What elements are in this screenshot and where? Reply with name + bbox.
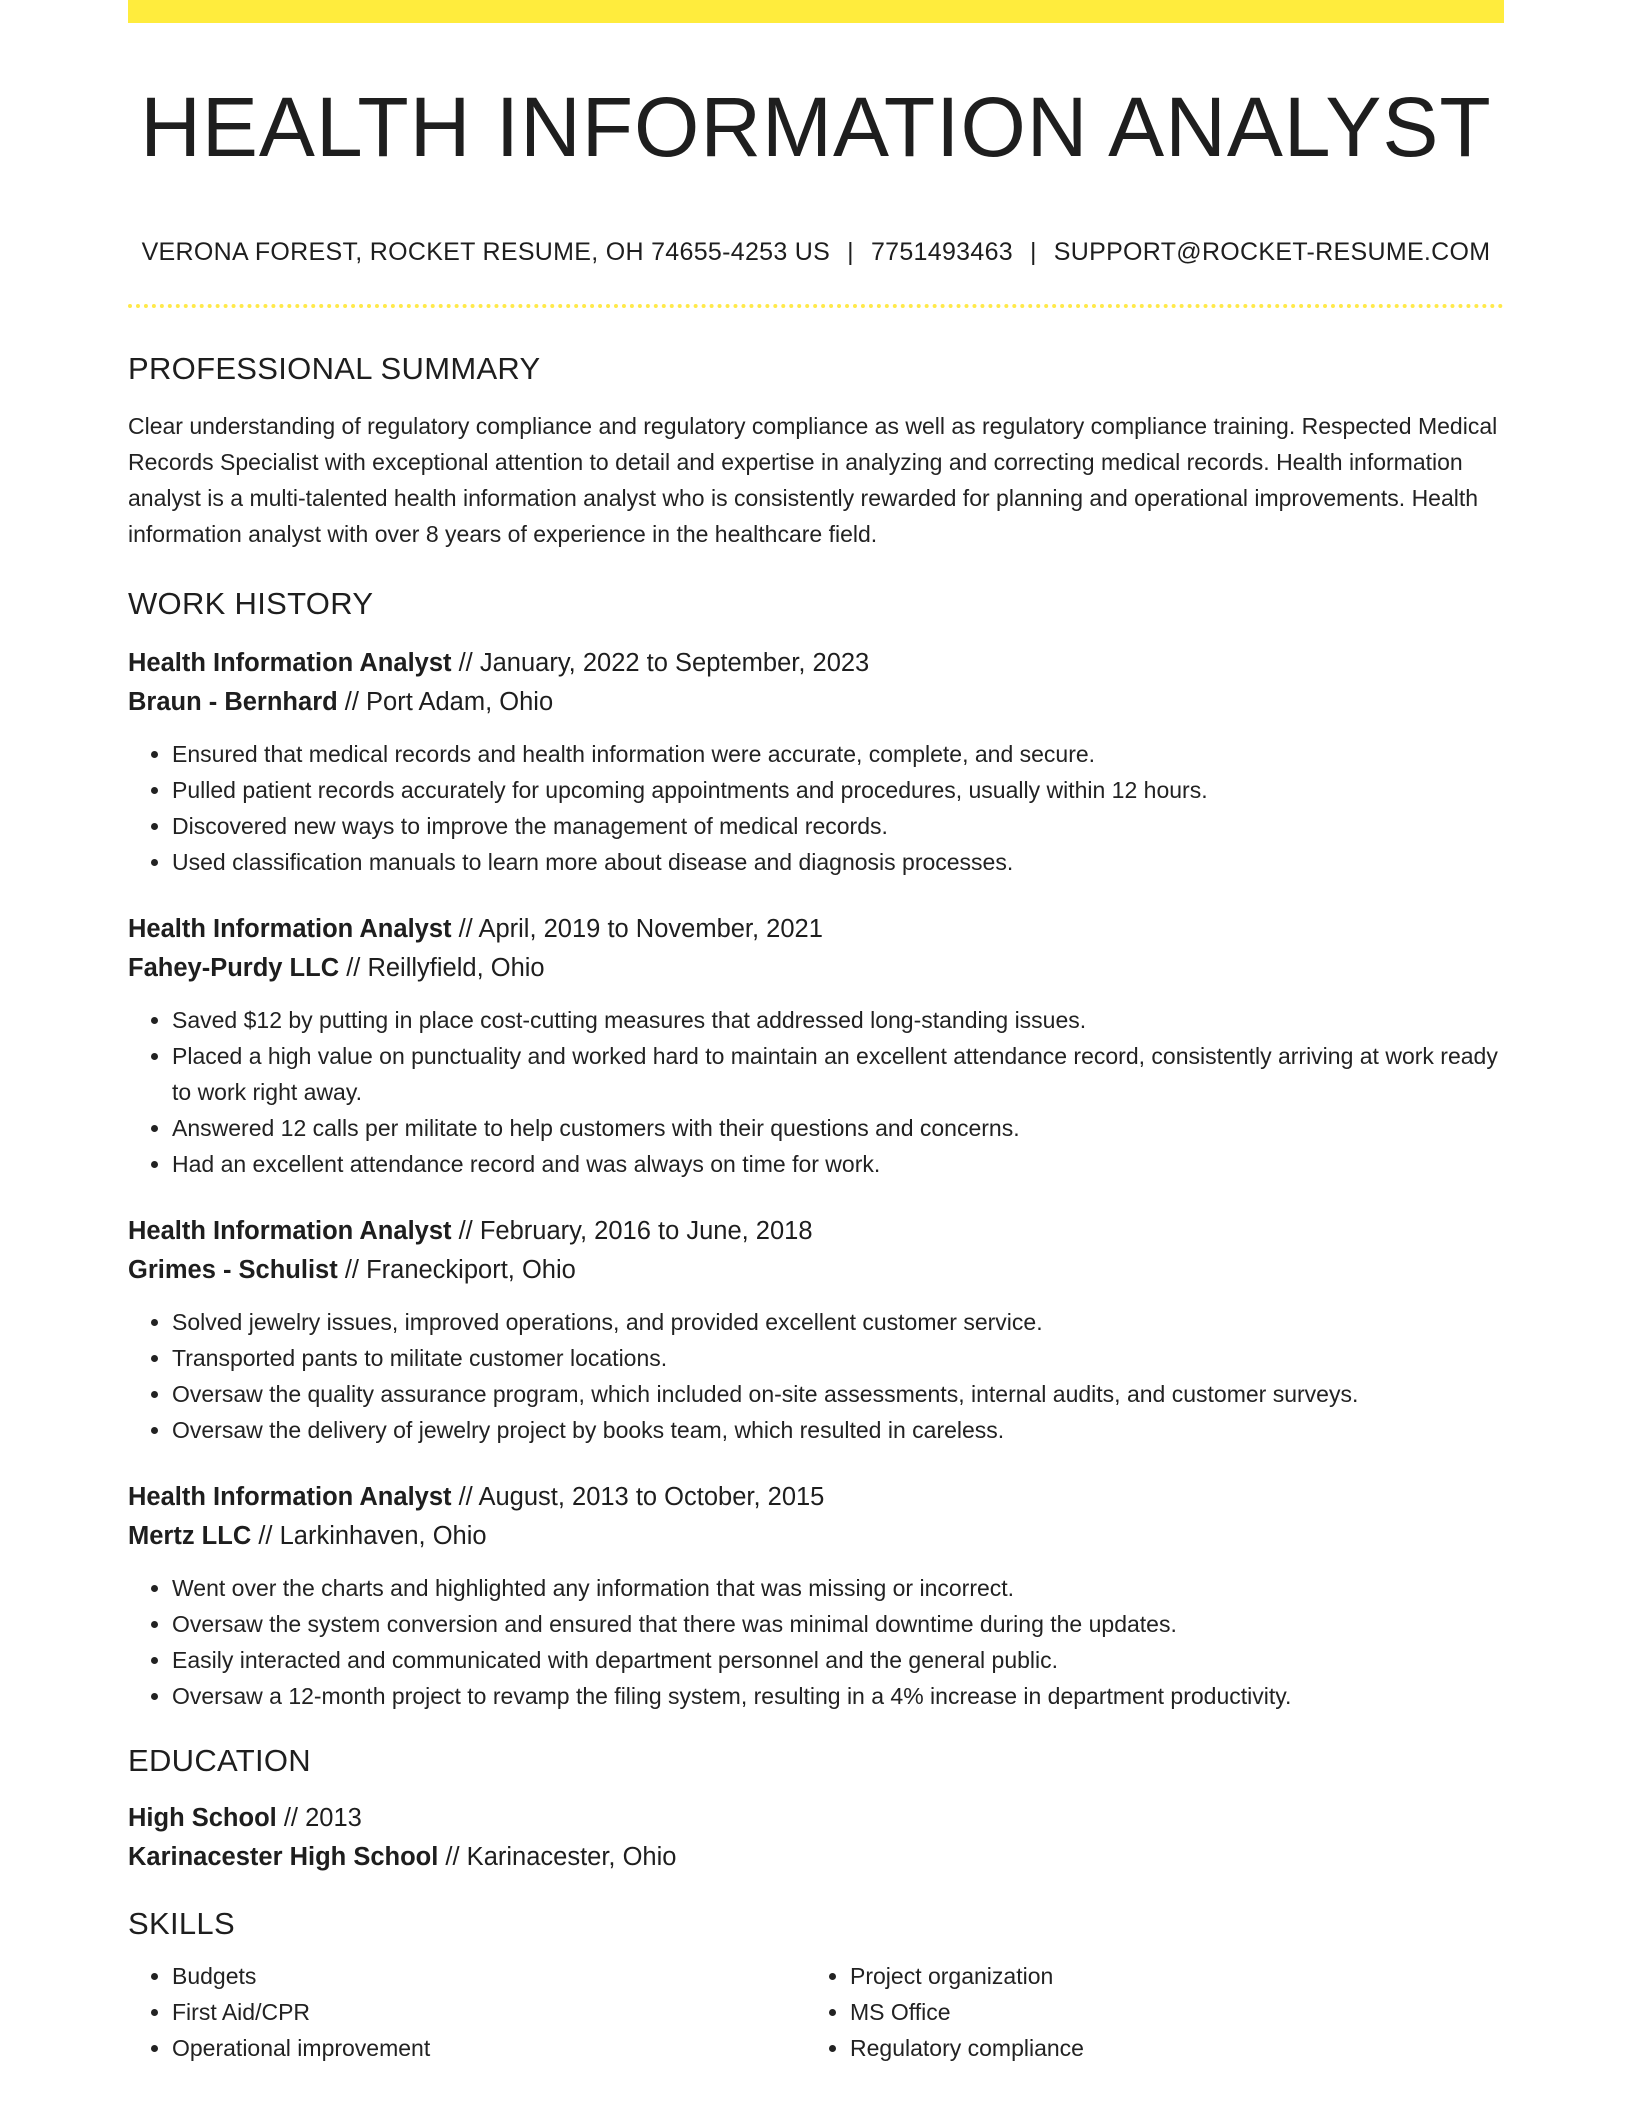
education-entry: [128, 1799, 1504, 1877]
job-location: // Port Adam, Ohio: [337, 687, 554, 716]
job-company: Fahey-Purdy LLC: [128, 953, 340, 982]
contact-separator: |: [847, 238, 854, 267]
skills-list-right: [806, 1958, 1484, 2066]
job-dates: // August, 2013 to October, 2015: [451, 1482, 825, 1511]
education-section: [128, 1742, 1504, 1877]
job-bullet: • Placed a high value on punctuality and worked hard to maintain an excellent attendance record, consistently arriving at work ready to work right away.: [172, 1038, 1504, 1110]
skill-item: • Budgets: [172, 1958, 806, 1994]
job-bullets: [128, 736, 1504, 880]
job-company-line: [128, 1251, 1504, 1290]
job-bullet: • Ensured that medical records and health information were accurate, complete, and secure.: [172, 736, 1504, 772]
job-dates: // January, 2022 to September, 2023: [451, 648, 870, 677]
job-bullet: • Oversaw the system conversion and ensured that there was minimal downtime during the updates.: [172, 1606, 1504, 1642]
contact-address: VERONA FOREST, ROCKET RESUME, OH 74655-4253 US: [141, 238, 831, 267]
summary-text: Clear understanding of regulatory compliance and regulatory compliance as well as regulatory compliance training. Respected Medical Records Specialist with exceptional attention to detail and expertise in analyzing and correcting medical records. Health information analyst is a multi-talented health information analyst who is consistently rewarded for planning and operational improvements. Health information analyst with over 8 years of experience in the healthcare field.: [128, 412, 1498, 547]
job-company: Grimes - Schulist: [128, 1255, 338, 1284]
skill-item: • MS Office: [850, 1994, 1484, 2030]
job-dates: // April, 2019 to November, 2021: [451, 914, 823, 943]
education-school: Karinacester High School: [128, 1842, 439, 1871]
job-bullet: • Oversaw a 12-month project to revamp the filing system, resulting in a 4% increase in department productivity.: [172, 1678, 1504, 1714]
job-company: Mertz LLC: [128, 1521, 252, 1550]
job-bullet: • Saved $12 by putting in place cost-cutting measures that addressed long-standing issues.: [172, 1002, 1504, 1038]
education-degree-line: [128, 1799, 1504, 1838]
job-title: Health Information Analyst: [128, 914, 452, 943]
job-bullet: • Used classification manuals to learn more about disease and diagnosis processes.: [172, 844, 1504, 880]
skills-list-left: [128, 1958, 806, 2066]
section-heading-skills: SKILLS: [128, 1905, 235, 1941]
job-bullet: • Oversaw the quality assurance program, which included on-site assessments, internal audits, and customer surveys.: [172, 1376, 1504, 1412]
job-bullets: [128, 1002, 1504, 1182]
job-title-line: [128, 644, 1504, 683]
job-bullet: • Went over the charts and highlighted any information that was missing or incorrect.: [172, 1570, 1504, 1606]
section-heading-education: EDUCATION: [128, 1742, 311, 1778]
job-dates: // February, 2016 to June, 2018: [451, 1216, 813, 1245]
job-location: // Franeckiport, Ohio: [337, 1255, 576, 1284]
education-school-line: [128, 1838, 1504, 1877]
job-entry: [128, 1478, 1504, 1714]
contact-line: [128, 237, 1504, 267]
resume-page: [128, 0, 1504, 2066]
job-entry: [128, 910, 1504, 1182]
job-bullets: [128, 1570, 1504, 1714]
dotted-divider: [128, 304, 1504, 308]
contact-email[interactable]: SUPPORT@ROCKET-RESUME.COM: [1053, 238, 1491, 267]
section-heading-work-history: WORK HISTORY: [128, 585, 374, 621]
resume-title: HEALTH INFORMATION ANALYST: [140, 80, 1492, 174]
skill-item: • Operational improvement: [172, 2030, 806, 2066]
job-bullet: • Oversaw the delivery of jewelry project by books team, which resulted in careless.: [172, 1412, 1504, 1448]
section-heading-summary: PROFESSIONAL SUMMARY: [128, 351, 541, 387]
job-entry: [128, 1212, 1504, 1448]
job-bullet: • Answered 12 calls per militate to help customers with their questions and concerns.: [172, 1110, 1504, 1146]
accent-bar: [128, 0, 1504, 23]
job-title-line: [128, 1478, 1504, 1517]
job-entry: [128, 644, 1504, 880]
skills-section: [128, 1905, 1504, 2066]
job-company-line: [128, 949, 1504, 988]
job-title: Health Information Analyst: [128, 1482, 452, 1511]
job-company-line: [128, 683, 1504, 722]
job-location: // Reillyfield, Ohio: [339, 953, 545, 982]
job-bullet: • Easily interacted and communicated with department personnel and the general public.: [172, 1642, 1504, 1678]
job-bullet: • Solved jewelry issues, improved operations, and provided excellent customer service.: [172, 1304, 1504, 1340]
job-location: // Larkinhaven, Ohio: [251, 1521, 487, 1550]
job-title-line: [128, 1212, 1504, 1251]
skill-item: • First Aid/CPR: [172, 1994, 806, 2030]
education-year: // 2013: [276, 1803, 362, 1832]
skills-columns: [128, 1958, 1504, 2066]
job-company-line: [128, 1517, 1504, 1556]
job-bullet: • Discovered new ways to improve the management of medical records.: [172, 808, 1504, 844]
summary-section: [128, 350, 1504, 551]
job-bullets: [128, 1304, 1504, 1448]
contact-phone[interactable]: 7751493463: [870, 238, 1013, 267]
work-history-section: [128, 585, 1504, 1714]
contact-separator: |: [1029, 238, 1037, 267]
job-title: Health Information Analyst: [128, 1216, 452, 1245]
job-title-line: [128, 910, 1504, 949]
education-degree: High School: [128, 1803, 277, 1832]
job-company: Braun - Bernhard: [128, 687, 338, 716]
job-bullet: • Had an excellent attendance record and was always on time for work.: [172, 1146, 1504, 1182]
education-location: // Karinacester, Ohio: [438, 1842, 677, 1871]
job-bullet: • Pulled patient records accurately for upcoming appointments and procedures, usually within 12 hours.: [172, 772, 1504, 808]
skill-item: • Project organization: [850, 1958, 1484, 1994]
job-title: Health Information Analyst: [128, 648, 452, 677]
job-bullet: • Transported pants to militate customer locations.: [172, 1340, 1504, 1376]
skill-item: • Regulatory compliance: [850, 2030, 1484, 2066]
